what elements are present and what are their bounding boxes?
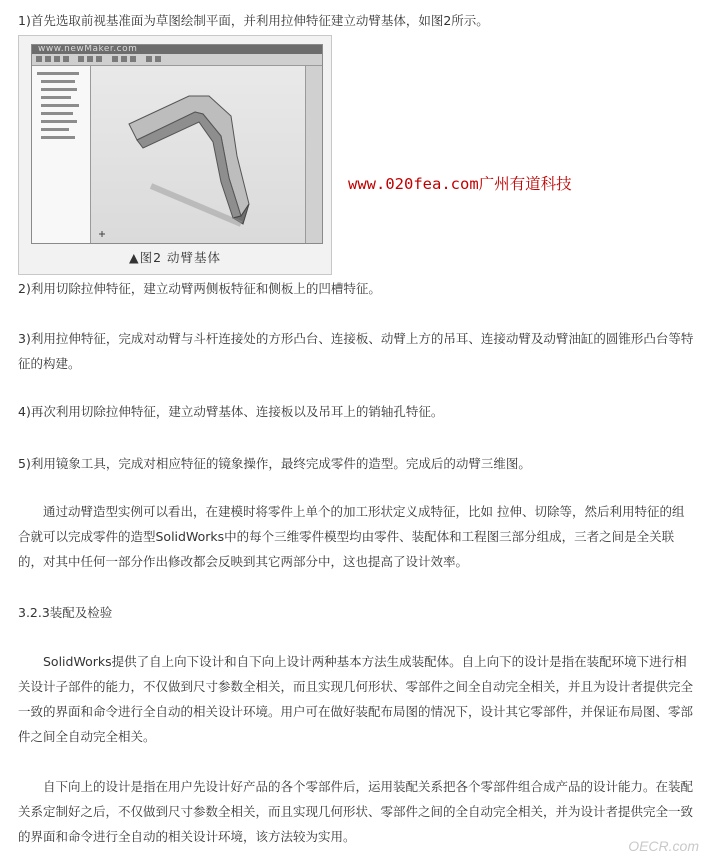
cad-viewport [91,66,307,244]
site-company: 广州有道科技 [478,175,572,193]
step-3-text: 3)利用拉伸特征，完成对动臂与斗杆连接处的方形凸台、连接板、动臂上方的吊耳、连接动臂及动臂油缸的圆锥形凸台等特征的构建。 [18,331,694,371]
cad-title-bar [32,45,322,54]
cad-right-toolbar [305,66,322,244]
boom-base-model [91,66,307,244]
footer-watermark: OECR.com [628,838,699,854]
assembly-paragraph-1: SolidWorks提供了自上向下设计和自下向上设计两种基本方法生成装配体。自上向下的设计是指在装配环境下进行相关设计子部件的能力，不仅做到尺寸参数全相关，而且实现几何形状、零部件之间全自动完全相关，并且为设计者提供完全一致的界面和命令进行全自动的相关设计环境。用户可在做好装配布局图的情况下，设计其它零部件，并保证布局图、零部件之间全自动完全相关。 [18,654,694,744]
feature-tree [32,66,91,244]
step-5-text: 5)利用镜象工具，完成对相应特征的镜象操作，最终完成零件的造型。完成后的动臂三维图。 [18,456,531,471]
cad-screenshot [31,44,323,244]
figure-watermark: www.newMaker.com [38,44,138,54]
figure-caption: ▲图2 动臂基体 [128,250,222,265]
site-watermark [348,172,572,194]
figure-2 [18,35,332,275]
summary-paragraph: 通过动臂造型实例可以看出，在建模时将零件上单个的加工形状定义成特征，比如 拉伸、切除等，然后利用特征的组合就可以完成零件的造型SolidWorks中的每个三维零件模型均由零件、装配体和工程图三部分组成，三者之间是全关联的，对其中任何一部分作出修改都会反映到其它两部分中，这也提高了设计效率。 [18,504,685,569]
step-4-text: 4)再次利用切除拉伸特征，建立动臂基体、连接板以及吊耳上的销轴孔特征。 [18,404,444,419]
step-1-text: 1)首先选取前视基准面为草图绘制平面，并利用拉伸特征建立动臂基体，如图2所示。 [18,13,489,28]
assembly-paragraph-2: 自下向上的设计是指在用户先设计好产品的各个零部件后，运用装配关系把各个零部件组合成产品的设计能力。在装配关系定制好之后，不仅做到尺寸参数全相关，而且实现几何形状、零部件之间的全自动完全相关，并为设计者提供完全一致的界面和命令进行全自动的相关设计环境，该方法较为实用。 [18,779,694,844]
cad-toolbar [32,54,322,66]
step-2-text: 2)利用切除拉伸特征，建立动臂两侧板特征和侧板上的凹槽特征。 [18,281,381,296]
section-heading: 3.2.3装配及检验 [18,605,113,620]
site-url: www.020fea.com [348,175,479,193]
